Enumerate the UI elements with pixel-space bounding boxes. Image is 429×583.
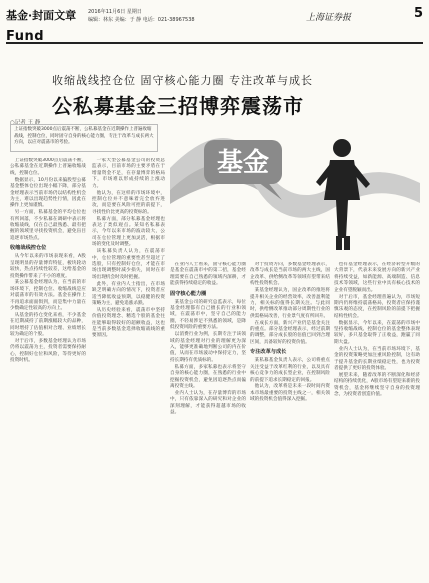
section-heading: 专注改革与成长 — [250, 349, 287, 356]
lead-paragraph: 上证指数突破3000点后震荡不断，公私募基金在近期操作上普遍收缩战线，控制仓位，同时固守自身的核心能力圈，专注于改革与成长两大方向，以应对震荡市的考验。 — [10, 124, 158, 152]
section-heading: 收缩战线控仓位 — [10, 245, 47, 252]
body-paragraph: 该私募负责人认为，在震荡市中，仓位管理的重要性甚至超过了选股，只有控制好仓位，才能在市场出现调整时减少损失，同时在市场出现机会时及时把握。 — [92, 249, 165, 280]
editor-line: 编辑：林东 美编：于 静 电话：021-38967538 — [88, 17, 195, 23]
section-title: 基金·封面文章 — [6, 9, 77, 22]
page-header — [6, 4, 423, 44]
article-title: 公私募基金三招博弈震荡市 — [52, 94, 304, 118]
body-paragraph: 从基金的持仓变化来看，不少基金在近期减持了前期涨幅较大的品种，同时增持了估值相对合理、业绩增长较为确定的个股。 — [10, 312, 86, 338]
body-paragraph: 业内人士认为，在存量博弈的市场中，只有依靠深入的研究和对企业的深刻理解，才能获得超越市场的收益。 — [170, 390, 246, 416]
issue-info — [88, 8, 278, 24]
article-column-5 — [334, 262, 420, 576]
body-paragraph: 从今年以来的市场表现来看，A股呈现明显的存量博弈特征，板块轮动较快，热点持续性较差，这给基金的投资操作带来了不小的难度。 — [10, 254, 86, 279]
body-paragraph: 对于投资方向，多数基金经理表示，改革与成长是当前市场的两大主线，国企改革、供给侧改革等领域有望带来结构性投资机会。 — [250, 262, 330, 287]
article-column-4 — [250, 262, 330, 576]
article-column-1 — [10, 158, 86, 576]
article-column-3 — [170, 262, 246, 576]
article-subtitle: 收缩战线控仓位 固守核心能力圈 专注改革与成长 — [52, 74, 313, 87]
body-paragraph: 也有基金经理表示，在经济转型升级的大背景下，代表未来发展方向的新兴产业将持续受益，如新能源、高端制造、信息技术等领域，这些行业中具有核心技术的企业有望脱颖而出。 — [334, 262, 420, 293]
illustration-label: 基金 — [216, 148, 270, 178]
body-paragraph: 某私募基金负责人表示，公司将重点关注受益于改革红利的行业，以及具有核心竞争力的成长型企业，在控制风险的前提下追求长期稳定的回报。 — [250, 358, 330, 383]
body-paragraph: 一家大型公募基金公司的投资总监表示，目前市场的主要矛盾在于增量资金不足，在存量博弈的格局下，市场难以形成持续的上涨动力。 — [92, 158, 165, 189]
body-paragraph: 对于后市，基金经理普遍认为，市场短期内仍将维持震荡格局，投资者应保持谨慎乐观的态度，在控制风险的前提下把握结构性机会。 — [334, 294, 420, 319]
body-paragraph: 从历史经验来看，震荡市中坚持价值投资理念、精选个股的基金往往能够取得较好的超额收益，这也是当前多数基金选择收缩战线的重要原因。 — [92, 307, 165, 339]
page-number: 5 — [413, 6, 423, 21]
body-paragraph: 他认为，在这样的市场环境中，控制仓位并不意味着完全放弃进攻，而是要在风险可控的前提下，寻找性价比更高的投资标的。 — [92, 190, 165, 215]
section-title-en: Fund — [6, 29, 45, 44]
fund-illustration-svg — [170, 108, 420, 256]
body-paragraph: 数据显示，10月份以来偏股型公募基金整体仓位出现小幅下降，部分基金经理表示当前市场仍以结构性机会为主，难以出现趋势性行情，因此在操作上更加谨慎。 — [10, 177, 86, 209]
issue-date: 2016年11月6日 星期日 — [88, 9, 142, 15]
section-label — [6, 7, 76, 44]
body-paragraph: 以消费行业为例，长期专注于该领域的基金经理对行业的理解更为深入，能够更准确地判断公司的内在价值，从而在市场波动中保持定力，坚持长期持有优质标的。 — [170, 332, 246, 363]
section-heading: 固守核心能力圈 — [170, 290, 207, 297]
paper-name: 上海证券报 — [306, 13, 352, 23]
body-paragraph: 私募方面，多家私募也表示将坚守自身的核心能力圈，在熟悉的行业中挖掘投资机会，避免因追逐热点而偏离投资主线。 — [170, 364, 246, 389]
body-paragraph: 某基金公司的研究总监表示，每位基金经理都有自己擅长的行业和领域，在震荡市中，坚守自己的能力圈，不轻易涉足不熟悉的领域，是降低投资风险的重要方法。 — [170, 299, 246, 331]
body-paragraph: 在业内人士看来，固守核心能力圈是基金在震荡市中的第二招，基金经理需要在自己熟悉的领域内深耕，才能获得持续稳定的收益。 — [170, 262, 246, 287]
article-illustration — [170, 108, 420, 256]
body-paragraph: 对于后市，多数基金经理认为市场仍将以震荡为主，投资者需要保持耐心，控制好仓位和风险，等待更好的投资时机。 — [10, 339, 86, 364]
article-byline: ○记者 王 静 — [10, 120, 41, 126]
body-paragraph: 在成长方面，新兴产业仍是基金关注的重点。部分基金经理表示，经过前期的调整，部分成长股的估值已回到合理区间，具备较好的投资价值。 — [250, 320, 330, 345]
body-paragraph: 他认为，改革将是未来一段时间内资本市场最重要的投资主线之一，相关领域的投资机会值得深入挖掘。 — [250, 384, 330, 403]
article-column-2 — [92, 158, 165, 576]
body-paragraph: 业内人士认为，在当前市场环境下，基金的投资策略更加注重风险控制，这有助于提升基金的长期业绩稳定性，也为投资者提供了更好的投资体验。 — [334, 346, 420, 371]
body-paragraph: 私募方面，部分私募基金经理也表达了类似观点。某知名私募表示，今年以来市场的波动较大，公司在仓位管理上更加灵活，根据市场的变化及时调整。 — [92, 216, 165, 248]
body-paragraph: 某基金经理认为，国企改革的推进将提升相关企业的经营效率，改善盈利能力，相关标的值得长期关注。与此同时，供给侧改革推动部分周期性行业的供需格局改善，行业景气度有所回升。 — [250, 288, 330, 319]
body-paragraph: 另一方面，私募基金的平均仓位也有所回落，不少私募在调研中表示将收缩战线，仅在自己最熟悉、最有把握的领域里寻找投资机会，避免盲目追逐市场热点。 — [10, 210, 86, 241]
body-paragraph: 展望未来，随着改革的不断深化和经济结构的持续优化，A股市场有望迎来新的投资机会，基金将继续坚守自身的投资理念，为投资者创造价值。 — [334, 372, 420, 398]
body-paragraph: 此外，有业内人士指出，在市场缺乏明确方向的情况下，投资者应适当降低收益预期，以稳健的投资策略为主，避免追涨杀跌。 — [92, 281, 165, 306]
header-divider — [6, 42, 423, 44]
body-paragraph: 数据显示，今年以来，在震荡的市场中坚持收缩战线、控制仓位的基金整体表现较好，多只基金取得了正收益，跑赢了同期大盘。 — [334, 320, 420, 345]
body-paragraph: 某公募基金经理认为，在当前的市场环境下，控制仓位、收缩战线是应对震荡市的有效方法。基金在操作上不再追求面面俱到，而是集中力量在少数确定性较高的方向上。 — [10, 280, 86, 312]
body-paragraph: 上证指数突破3000点后震荡不断，公私募基金在近期操作上普遍收缩战线，控制仓位。 — [10, 158, 86, 176]
